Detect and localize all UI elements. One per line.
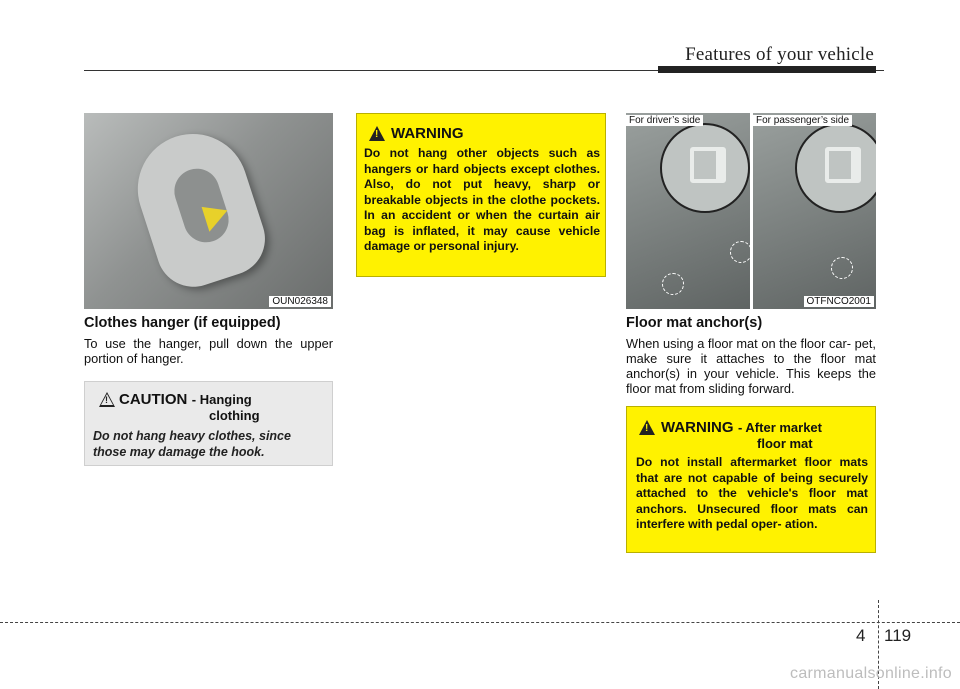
warning-text: Do not hang other objects such as hangers or hard objects except clothes. Also, do not put heavy, sharp or breakable objects in the clothe pockets. In an accident or when the curtain air bag is inflated, it may cause vehicle damage or personal injury. bbox=[364, 146, 600, 253]
aftermarket-warning-box bbox=[626, 406, 876, 553]
warning-title: WARNING bbox=[391, 125, 464, 142]
page-number: 119 bbox=[884, 626, 912, 645]
anchor-point bbox=[730, 241, 750, 263]
anchor-zoom bbox=[660, 123, 750, 213]
anchor-point bbox=[662, 273, 684, 295]
caution-subtitle: - Hanging bbox=[191, 392, 252, 407]
caution-heading bbox=[119, 391, 252, 409]
clothes-hanger-photo bbox=[84, 113, 333, 309]
caution-box bbox=[84, 381, 333, 466]
passenger-side-panel bbox=[753, 113, 876, 309]
warning-box bbox=[356, 113, 606, 277]
caution-subtitle-2: clothing bbox=[209, 408, 260, 423]
driver-side-label: For driver’s side bbox=[626, 115, 703, 126]
warning-subtitle-2: floor mat bbox=[757, 436, 813, 451]
floor-mat-heading: Floor mat anchor(s) bbox=[626, 315, 763, 331]
warning-title: WARNING bbox=[661, 419, 734, 436]
passenger-side-label: For passenger’s side bbox=[753, 115, 852, 126]
driver-side-panel bbox=[626, 113, 750, 309]
clothes-hanger-heading: Clothes hanger (if equipped) bbox=[84, 315, 281, 331]
watermark: carmanualsonline.info bbox=[790, 665, 952, 682]
anchor-point bbox=[831, 257, 853, 279]
photo-code: OUN026348 bbox=[269, 296, 331, 307]
anchor-zoom bbox=[795, 123, 876, 213]
aftermarket-warning-heading bbox=[661, 419, 822, 437]
header-rule-accent bbox=[658, 66, 876, 73]
chapter-number: 4 bbox=[856, 626, 866, 645]
caution-title: CAUTION bbox=[119, 391, 188, 408]
photo-code: OTFNCO2001 bbox=[804, 296, 874, 307]
warning-triangle-icon bbox=[639, 420, 655, 435]
warning-subtitle: - After market bbox=[737, 420, 822, 435]
warning-triangle-icon bbox=[369, 126, 385, 141]
warning-text: Do not install aftermarket floor mats that are not capable of being securely attached to the vehicle's floor mat anchors. Unsecured floor mats can interfere with pedal oper- ation. bbox=[636, 455, 868, 531]
caution-triangle-icon bbox=[99, 392, 115, 407]
floor-mat-text: When using a floor mat on the floor car- pet, make sure it attaches to the floor mat anchor(s) in your vehicle. This keeps the floor mat from sliding forward. bbox=[626, 336, 876, 396]
floor-mat-photo bbox=[626, 113, 876, 309]
footer-rule bbox=[0, 622, 960, 623]
section-title: Features of your vehicle bbox=[685, 44, 874, 65]
clothes-hanger-text: To use the hanger, pull down the upper portion of hanger. bbox=[84, 336, 333, 366]
caution-text: Do not hang heavy clothes, since those may damage the hook. bbox=[93, 429, 291, 459]
